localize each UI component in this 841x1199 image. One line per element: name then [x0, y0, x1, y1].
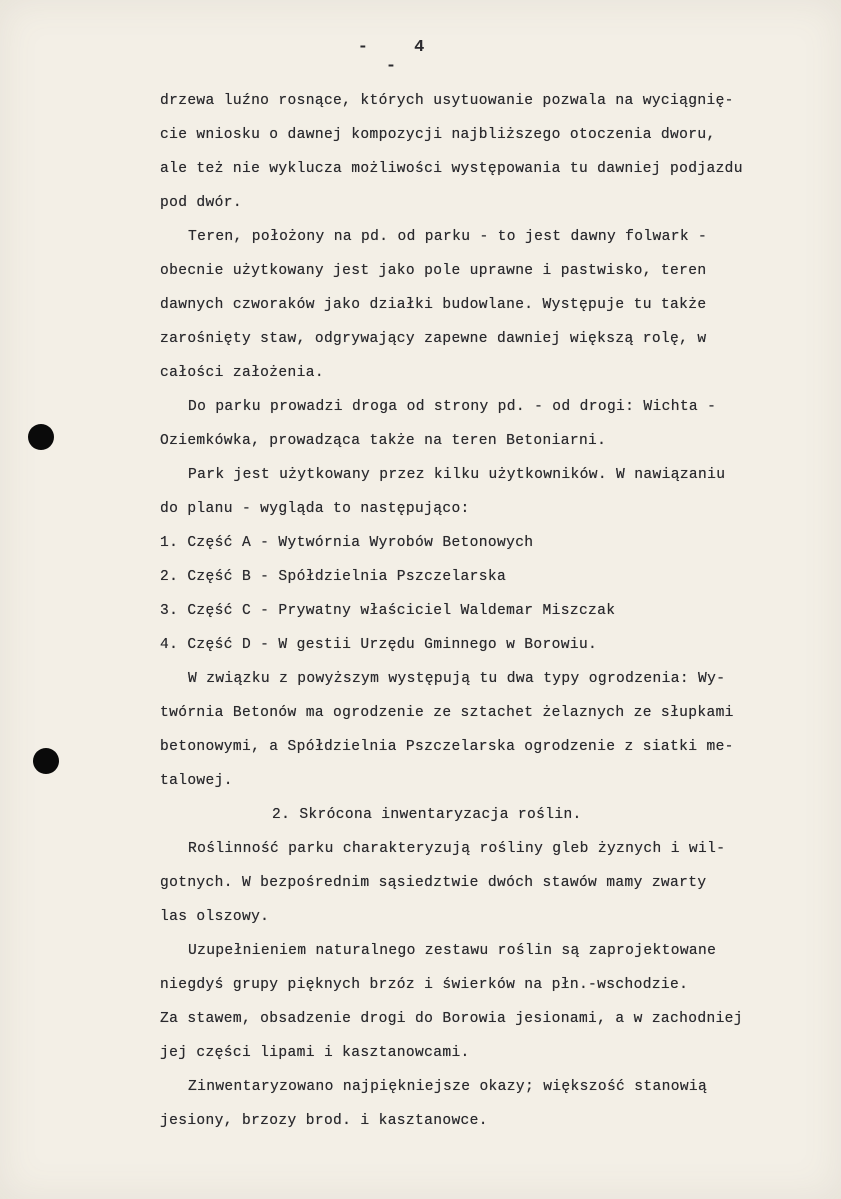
text-line: talowej.: [160, 773, 233, 789]
list-item: 3. Część C - Prywatny właściciel Waldemar Miszczak: [160, 603, 616, 619]
text-line: zarośnięty staw, odgrywający zapewne dawniej większą rolę, w: [160, 331, 707, 347]
text-line: Oziemkówka, prowadząca także na teren Betoniarni.: [160, 433, 607, 449]
text-line: Do parku prowadzi droga od strony pd. - od drogi: Wichta -: [188, 399, 717, 415]
page-number: - 4 -: [357, 38, 443, 76]
text-line: ale też nie wyklucza możliwości występowania tu dawniej podjazdu: [160, 161, 743, 177]
section-heading: 2. Skrócona inwentaryzacja roślin.: [272, 807, 582, 823]
text-line: niegdyś grupy pięknych brzóz i świerków na płn.-wschodzie.: [160, 977, 689, 993]
text-line: Zinwentaryzowano najpiękniejsze okazy; większość stanowią: [188, 1079, 708, 1095]
text-line: jesiony, brzozy brod. i kasztanowce.: [160, 1113, 488, 1129]
text-line: pod dwór.: [160, 195, 242, 211]
list-item: 1. Część A - Wytwórnia Wyrobów Betonowych: [160, 535, 534, 551]
text-line: obecnie użytkowany jest jako pole uprawne i pastwisko, teren: [160, 263, 707, 279]
text-line: cie wniosku o dawnej kompozycji najbliższego otoczenia dworu,: [160, 127, 716, 143]
text-line: Park jest użytkowany przez kilku użytkowników. W nawiązaniu: [188, 467, 726, 483]
text-line: drzewa luźno rosnące, których usytuowanie pozwala na wyciągnię-: [160, 93, 734, 109]
text-line: W związku z powyższym występują tu dwa typy ogrodzenia: Wy-: [188, 671, 726, 687]
text-line: całości założenia.: [160, 365, 324, 381]
text-line: twórnia Betonów ma ogrodzenie ze sztachet żelaznych ze słupkami: [160, 705, 734, 721]
text-line: gotnych. W bezpośrednim sąsiedztwie dwóch stawów mamy zwarty: [160, 875, 707, 891]
text-line: Za stawem, obsadzenie drogi do Borowia jesionami, a w zachodniej: [160, 1011, 743, 1027]
text-line: Teren, położony na pd. od parku - to jest dawny folwark -: [188, 229, 708, 245]
text-line: Uzupełnieniem naturalnego zestawu roślin są zaprojektowane: [188, 943, 717, 959]
list-item: 4. Część D - W gestii Urzędu Gminnego w Borowiu.: [160, 637, 598, 653]
text-line: do planu - wygląda to następująco:: [160, 501, 470, 517]
text-line: dawnych czworaków jako działki budowlane. Występuje tu także: [160, 297, 707, 313]
text-line: las olszowy.: [160, 909, 270, 925]
text-line: Roślinność parku charakteryzują rośliny gleb żyznych i wil-: [188, 841, 726, 857]
text-line: betonowymi, a Spółdzielnia Pszczelarska ogrodzenie z siatki me-: [160, 739, 734, 755]
punch-hole-top: [28, 424, 54, 450]
text-line: jej części lipami i kasztanowcami.: [160, 1045, 470, 1061]
list-item: 2. Część B - Spółdzielnia Pszczelarska: [160, 569, 507, 585]
punch-hole-bottom: [33, 748, 59, 774]
